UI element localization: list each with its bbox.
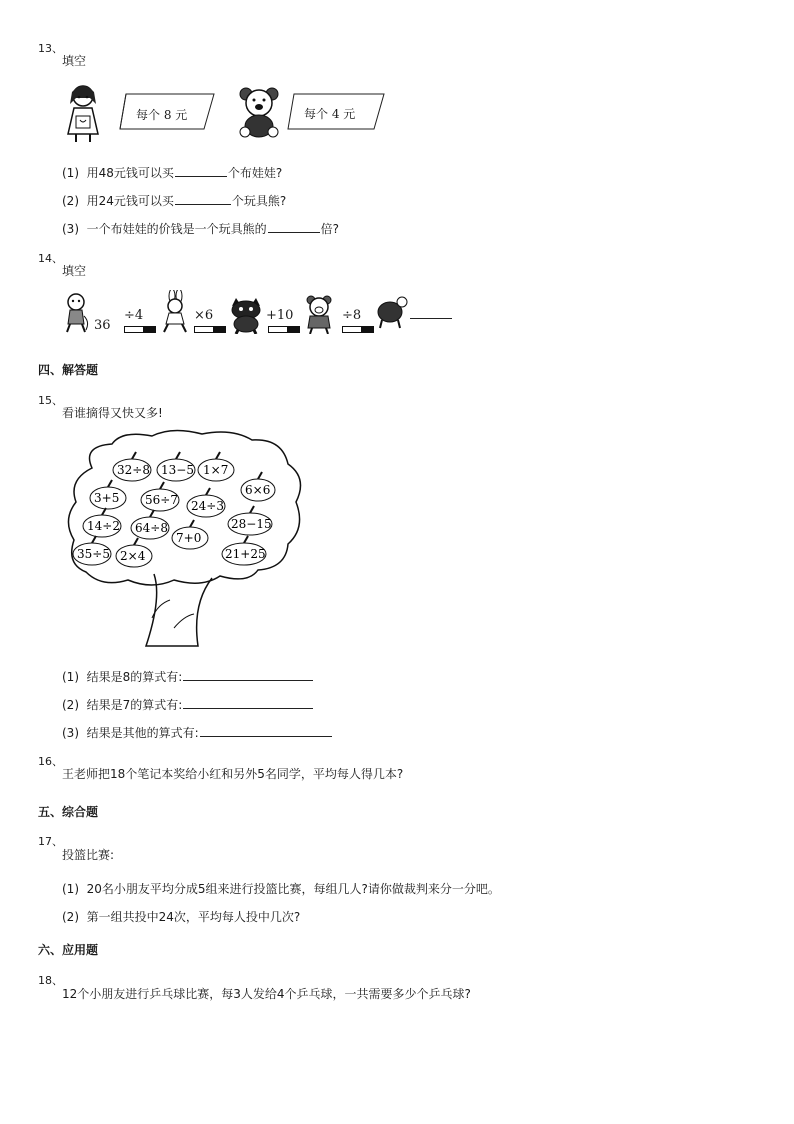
apple-expr: 1×7 <box>203 463 229 477</box>
sub-text: 结果是7的算式有: <box>86 698 183 712</box>
q13-sub-3 <box>62 220 339 237</box>
chain-op-1: ÷4 <box>124 308 144 323</box>
sub-index: (2) <box>62 910 79 924</box>
bear-price-tag <box>286 92 386 132</box>
bear-price-text: 每个 4 元 <box>304 107 356 121</box>
q17-number: 17、 <box>38 835 63 848</box>
q17-sub-2 <box>62 908 300 925</box>
bear-illustration <box>236 86 284 138</box>
q16-text: 王老师把18个笔记本奖给小红和另外5名同学，平均每人得几本? <box>62 767 404 781</box>
apple-expr: 35÷5 <box>77 547 110 561</box>
sub-index: (3) <box>62 222 79 236</box>
chain-answer-blank[interactable] <box>410 318 452 319</box>
chain-op-2: ×6 <box>194 308 214 323</box>
answer-blank[interactable] <box>200 726 332 737</box>
q13-sub-1 <box>62 164 282 181</box>
section-6-title: 六、应用题 <box>38 943 99 957</box>
rabbit-illustration <box>160 290 190 334</box>
sub-text: 用24元钱可以买 <box>86 194 174 208</box>
apple-expr: 56÷7 <box>145 493 178 507</box>
apple-expr: 32÷8 <box>117 463 150 477</box>
sub-index: (2) <box>62 194 79 208</box>
apple-expr: 6×6 <box>245 483 271 497</box>
doll-price-tag <box>118 92 218 132</box>
q15-sub-1 <box>62 668 314 685</box>
q17-label: 投篮比赛: <box>62 848 115 862</box>
apple-expr: 13−5 <box>161 463 194 477</box>
section-4-title: 四、解答题 <box>38 363 99 377</box>
q15-label: 看谁摘得又快又多! <box>62 406 163 420</box>
doll-illustration <box>60 82 106 144</box>
apple-expr: 64÷8 <box>135 521 168 535</box>
q14-label: 填空 <box>62 264 87 278</box>
cat-illustration <box>226 296 266 334</box>
q13-number: 13、 <box>38 42 63 55</box>
monkey-illustration <box>62 292 90 334</box>
apple-expr: 14÷2 <box>87 519 120 533</box>
q15-sub-3 <box>62 724 333 741</box>
sub-text: 结果是8的算式有: <box>86 670 183 684</box>
q18-number: 18、 <box>38 974 63 987</box>
answer-blank[interactable] <box>268 222 320 233</box>
q15-number: 15、 <box>38 394 63 407</box>
chain-arrow-4 <box>342 326 374 333</box>
answer-blank[interactable] <box>175 194 231 205</box>
sub-text-after: 个玩具熊? <box>231 194 287 208</box>
sub-text: 结果是其他的算式有: <box>86 726 199 740</box>
answer-blank[interactable] <box>183 698 313 709</box>
doll-price-text: 每个 8 元 <box>136 108 188 122</box>
q13-label: 填空 <box>62 54 87 68</box>
chain-arrow-1 <box>124 326 156 333</box>
apple-expr: 28−15 <box>231 517 272 531</box>
sub-text: 20名小朋友平均分成5组来进行投篮比赛，每组几人?请你做裁判来分一分吧。 <box>86 882 500 896</box>
chain-start-number: 36 <box>94 318 111 333</box>
sub-index: (1) <box>62 670 79 684</box>
sub-index: (3) <box>62 726 79 740</box>
chain-arrow-2 <box>194 326 226 333</box>
sub-text-after: 个布娃娃? <box>227 166 283 180</box>
turtle-illustration <box>376 294 408 330</box>
sub-index: (1) <box>62 166 79 180</box>
q15-sub-2 <box>62 696 314 713</box>
q17-sub-1 <box>62 880 500 897</box>
q13-sub-2 <box>62 192 286 209</box>
answer-blank[interactable] <box>175 166 227 177</box>
sub-text: 第一组共投中24次，平均每人投中几次? <box>86 910 301 924</box>
q18-text: 12个小朋友进行乒乓球比赛，每3人发给4个乒乓球，一共需要多少个乒乓球? <box>62 987 471 1001</box>
chain-op-4: ÷8 <box>342 308 362 323</box>
section-5-title: 五、综合题 <box>38 805 99 819</box>
sub-text-after: 倍? <box>320 222 340 236</box>
apple-expr: 24÷3 <box>191 499 224 513</box>
sub-index: (1) <box>62 882 79 896</box>
sub-text: 用48元钱可以买 <box>86 166 174 180</box>
chain-arrow-3 <box>268 326 300 333</box>
apple-expr: 3+5 <box>94 491 120 505</box>
sub-index: (2) <box>62 698 79 712</box>
apple-expr: 21+25 <box>225 547 266 561</box>
sub-text: 一个布娃娃的价钱是一个玩具熊的 <box>86 222 267 236</box>
pig-illustration <box>302 294 336 334</box>
q16-number: 16、 <box>38 755 63 768</box>
q14-number: 14、 <box>38 252 63 265</box>
apple-tree-illustration <box>62 428 314 650</box>
answer-blank[interactable] <box>183 670 313 681</box>
apple-expr: 2×4 <box>120 549 146 563</box>
chain-op-3: +10 <box>266 308 294 323</box>
apple-expr: 7+0 <box>176 531 202 545</box>
